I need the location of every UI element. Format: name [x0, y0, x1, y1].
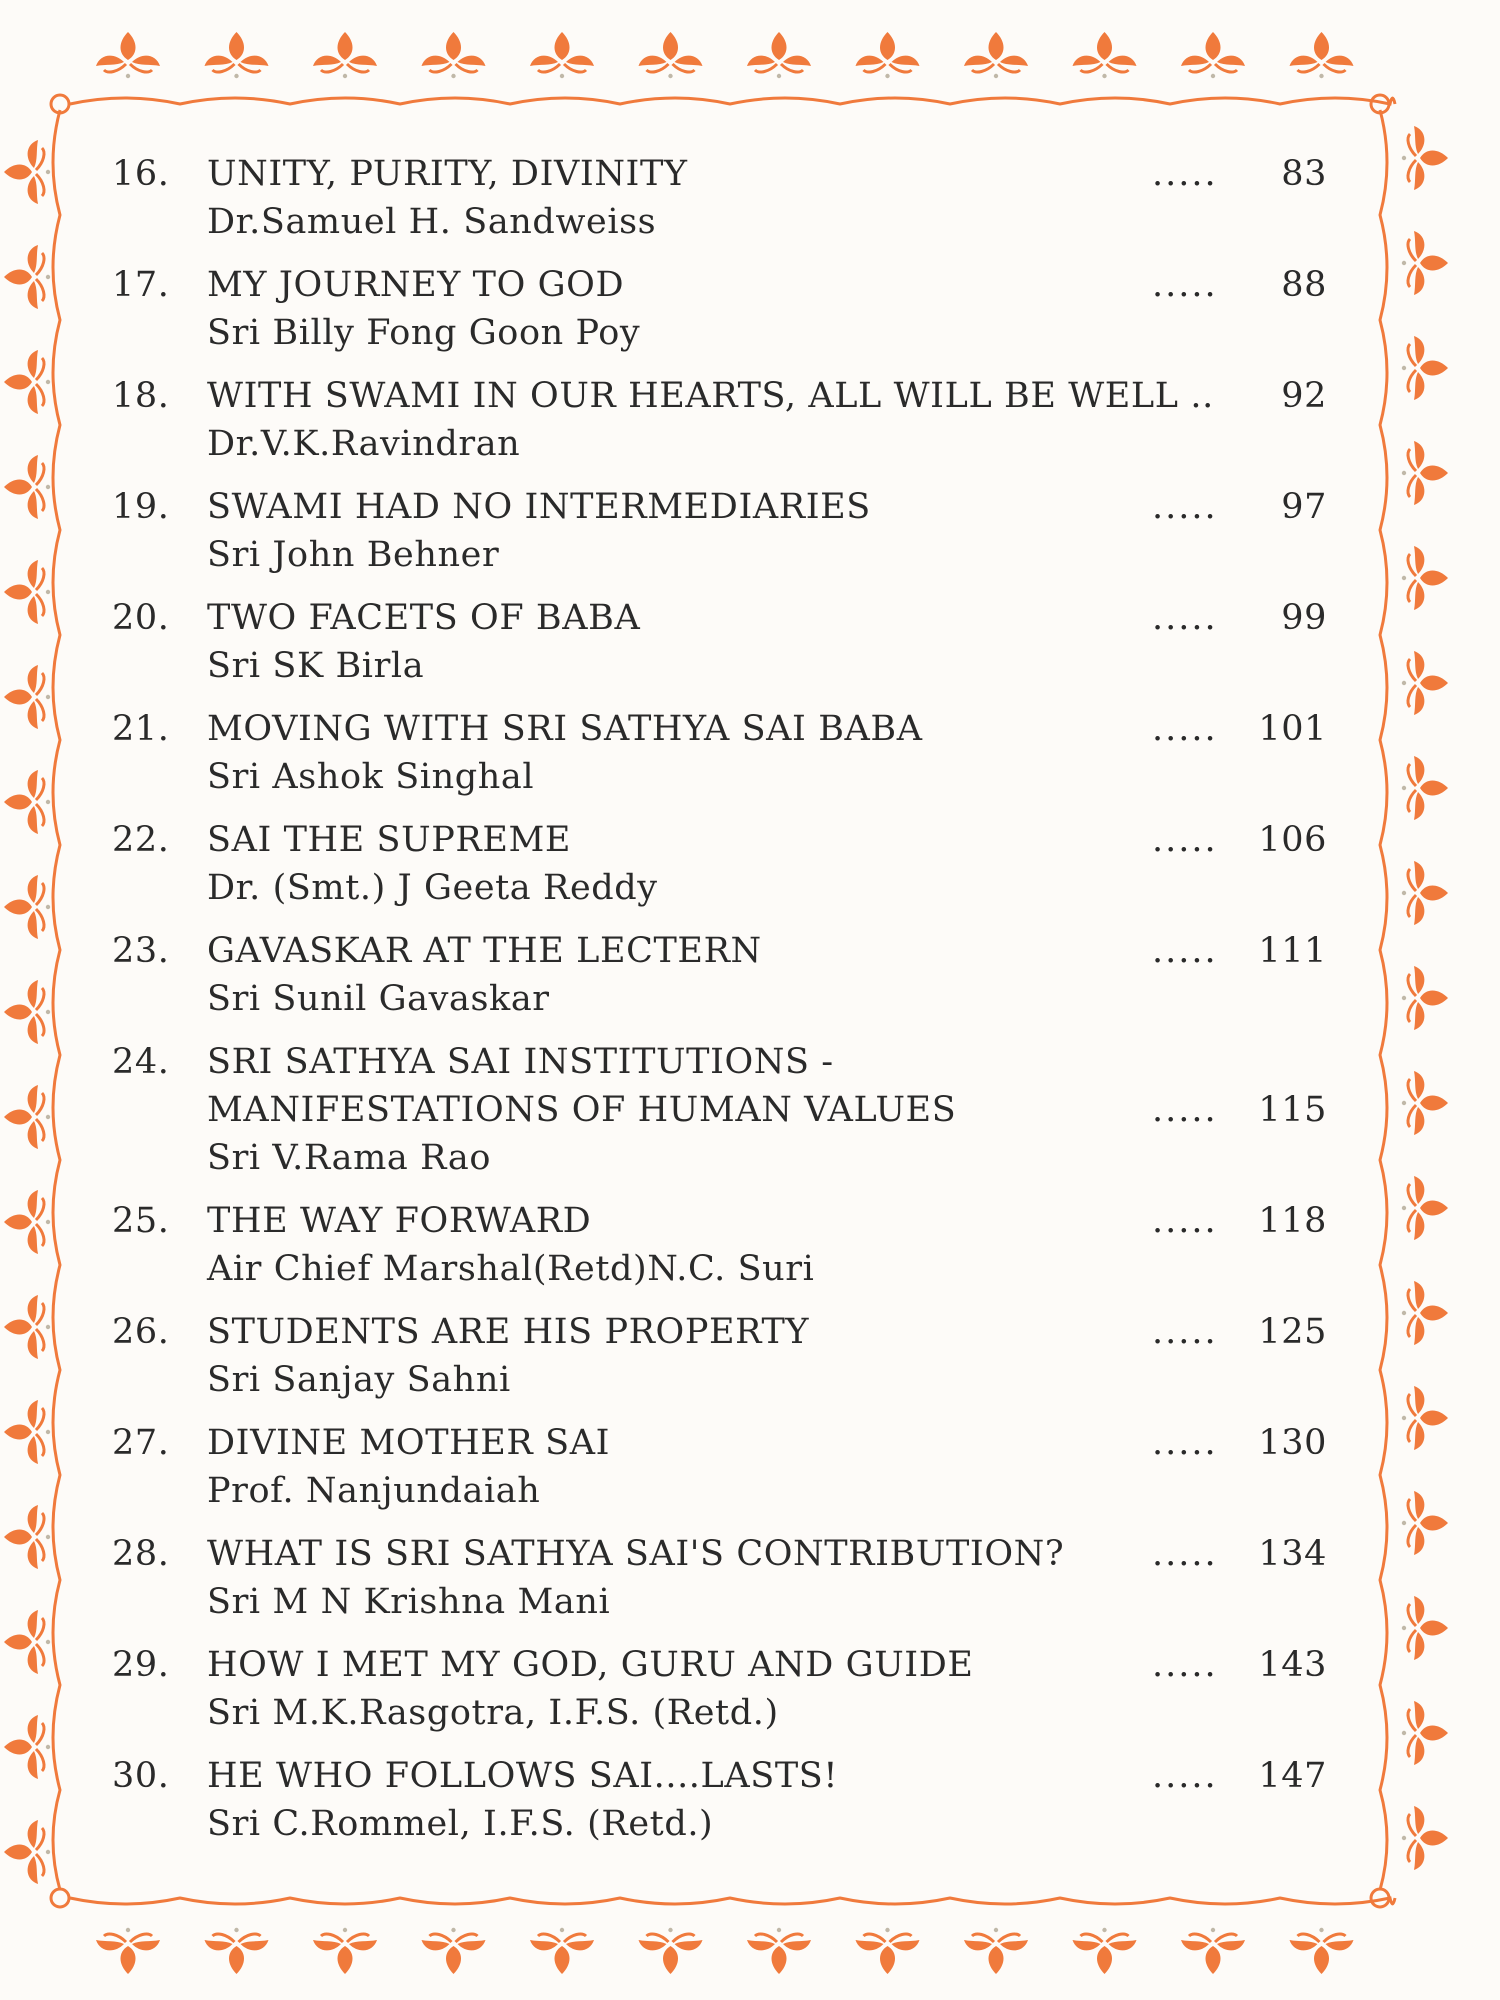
floral-motif — [1402, 1386, 1448, 1450]
page-number: 115 — [1258, 1090, 1327, 1130]
page-number: 83 — [1281, 154, 1327, 194]
floral-motif — [4, 140, 50, 204]
page-number: 143 — [1258, 1645, 1327, 1685]
floral-motif — [1181, 1928, 1245, 1974]
page-number: 111 — [1258, 931, 1327, 971]
entry-title: DIVINE MOTHER SAI — [207, 1423, 610, 1463]
entry-author: Sri Sunil Gavaskar — [207, 979, 550, 1019]
entry-author: Air Chief Marshal(Retd)N.C. Suri — [207, 1249, 815, 1289]
entry-number: 18. — [112, 376, 170, 416]
floral-motif — [856, 32, 920, 78]
entry-title: THE WAY FORWARD — [207, 1201, 592, 1241]
floral-motif — [205, 32, 269, 78]
dot-leader: ..... — [1152, 1201, 1218, 1241]
toc-entry — [112, 927, 1327, 1038]
page-number: 97 — [1281, 487, 1327, 527]
toc-entry — [112, 261, 1327, 372]
floral-motif — [4, 245, 50, 309]
border-line — [53, 110, 60, 1890]
dot-leader: ..... — [1152, 931, 1218, 971]
toc-title-line — [112, 594, 1327, 642]
dot-leader: ..... — [1152, 487, 1218, 527]
toc-entry — [112, 1530, 1327, 1641]
entry-number: 26. — [112, 1312, 170, 1352]
floral-motif — [422, 32, 486, 78]
page-number: 130 — [1258, 1423, 1327, 1463]
entry-number: 30. — [112, 1756, 170, 1796]
entry-title: GAVASKAR AT THE LECTERN — [207, 931, 762, 971]
toc-title-line — [112, 1086, 1327, 1134]
page-number: 134 — [1258, 1534, 1327, 1574]
floral-motif — [1181, 32, 1245, 78]
floral-motif — [4, 1085, 50, 1149]
floral-motif — [1402, 966, 1448, 1030]
dot-leader: ..... — [1152, 1756, 1218, 1796]
toc-title-line — [112, 1038, 1327, 1086]
page-number: 88 — [1281, 265, 1327, 305]
floral-motif — [4, 350, 50, 414]
floral-motif — [422, 1928, 486, 1974]
border-line — [70, 98, 1395, 104]
toc-title-line — [112, 1752, 1327, 1800]
floral-motif — [747, 32, 811, 78]
toc-entry — [112, 705, 1327, 816]
entry-title: HE WHO FOLLOWS SAI....LASTS! — [207, 1756, 839, 1796]
dot-leader: ..... — [1152, 709, 1218, 749]
entry-author: Dr.Samuel H. Sandweiss — [207, 202, 657, 242]
dot-leader: ..... — [1152, 265, 1218, 305]
floral-motif — [1290, 1928, 1354, 1974]
toc-entry — [112, 1197, 1327, 1308]
floral-motif — [964, 1928, 1028, 1974]
dot-leader: ..... — [1152, 820, 1218, 860]
entry-number: 19. — [112, 487, 170, 527]
entry-title: TWO FACETS OF BABA — [207, 598, 641, 638]
entry-author: Sri V.Rama Rao — [207, 1138, 492, 1178]
toc-entry — [112, 1038, 1327, 1197]
floral-motif — [4, 1820, 50, 1884]
dot-leader: ..... — [1152, 598, 1218, 638]
floral-motif — [4, 1295, 50, 1359]
floral-motif — [530, 32, 594, 78]
entry-number: 27. — [112, 1423, 170, 1463]
entry-number: 23. — [112, 931, 170, 971]
floral-motif — [1402, 441, 1448, 505]
floral-motif — [1402, 1701, 1448, 1765]
floral-motif — [1402, 546, 1448, 610]
toc-entry — [112, 1641, 1327, 1752]
toc-entry — [112, 150, 1327, 261]
floral-motif — [4, 665, 50, 729]
floral-motif — [4, 1715, 50, 1779]
floral-motif — [1402, 756, 1448, 820]
entry-title: SAI THE SUPREME — [207, 820, 572, 860]
toc-title-line — [112, 1530, 1327, 1578]
entry-author: Sri C.Rommel, I.F.S. (Retd.) — [207, 1804, 714, 1844]
toc-entry — [112, 594, 1327, 705]
entry-title: STUDENTS ARE HIS PROPERTY — [207, 1312, 810, 1352]
entry-number: 21. — [112, 709, 170, 749]
floral-motif — [964, 32, 1028, 78]
entry-title: SRI SATHYA SAI INSTITUTIONS - — [207, 1042, 834, 1082]
floral-motif — [4, 1190, 50, 1254]
toc-entry — [112, 1419, 1327, 1530]
floral-motif — [4, 1505, 50, 1569]
entry-title: MY JOURNEY TO GOD — [207, 265, 625, 305]
floral-motif — [313, 1928, 377, 1974]
floral-motif — [96, 32, 160, 78]
floral-motif — [1073, 1928, 1137, 1974]
entry-author: Sri M N Krishna Mani — [207, 1582, 611, 1622]
toc-title-line — [112, 1419, 1327, 1467]
floral-motif — [4, 875, 50, 939]
entry-title: MANIFESTATIONS OF HUMAN VALUES — [207, 1090, 957, 1130]
floral-motif — [313, 32, 377, 78]
entry-author: Sri Ashok Singhal — [207, 757, 535, 797]
floral-motif — [1402, 861, 1448, 925]
entry-title: HOW I MET MY GOD, GURU AND GUIDE — [207, 1645, 974, 1685]
floral-motif — [1402, 651, 1448, 715]
floral-motif — [1402, 231, 1448, 295]
floral-motif — [530, 1928, 594, 1974]
page-number: 125 — [1258, 1312, 1327, 1352]
toc-entry — [112, 1308, 1327, 1419]
floral-motif — [856, 1928, 920, 1974]
entry-author: Sri John Behner — [207, 535, 500, 575]
toc-title-line — [112, 1197, 1327, 1245]
toc-entry — [112, 1752, 1327, 1863]
entry-author: Sri Billy Fong Goon Poy — [207, 313, 641, 353]
corner-curl — [51, 1889, 69, 1907]
toc-entry — [112, 816, 1327, 927]
floral-motif — [1402, 336, 1448, 400]
floral-motif — [1402, 1596, 1448, 1660]
entry-number: 29. — [112, 1645, 170, 1685]
toc-title-line — [112, 261, 1327, 309]
toc-entry — [112, 483, 1327, 594]
dot-leader: ..... — [1152, 154, 1218, 194]
floral-motif — [1402, 1281, 1448, 1345]
table-of-contents — [112, 150, 1327, 1863]
toc-title-line — [112, 927, 1327, 975]
floral-motif — [1402, 1176, 1448, 1240]
floral-motif — [1402, 1806, 1448, 1870]
floral-motif — [639, 32, 703, 78]
floral-motif — [1402, 126, 1448, 190]
entry-title: SWAMI HAD NO INTERMEDIARIES — [207, 487, 871, 527]
entry-title: MOVING WITH SRI SATHYA SAI BABA — [207, 709, 923, 749]
toc-title-line — [112, 705, 1327, 753]
page-number: 99 — [1281, 598, 1327, 638]
toc-entry — [112, 372, 1327, 483]
floral-motif — [4, 1610, 50, 1674]
entry-number: 28. — [112, 1534, 170, 1574]
floral-motif — [1073, 32, 1137, 78]
entry-number: 17. — [112, 265, 170, 305]
entry-title: UNITY, PURITY, DIVINITY — [207, 154, 688, 194]
floral-motif — [4, 1400, 50, 1464]
entry-author: Prof. Nanjundaiah — [207, 1471, 541, 1511]
toc-title-line — [112, 372, 1327, 420]
page-number: 92 — [1281, 376, 1327, 416]
floral-motif — [205, 1928, 269, 1974]
floral-motif — [4, 560, 50, 624]
entry-title: WITH SWAMI IN OUR HEARTS, ALL WILL BE WELL .. — [207, 376, 1214, 416]
border-line — [70, 1898, 1395, 1904]
floral-motif — [4, 455, 50, 519]
floral-motif — [96, 1928, 160, 1974]
floral-motif — [4, 770, 50, 834]
floral-motif — [4, 980, 50, 1044]
dot-leader: ..... — [1152, 1645, 1218, 1685]
entry-author: Dr.V.K.Ravindran — [207, 424, 521, 464]
entry-number: 22. — [112, 820, 170, 860]
toc-title-line — [112, 1641, 1327, 1689]
toc-title-line — [112, 816, 1327, 864]
entry-title: WHAT IS SRI SATHYA SAI'S CONTRIBUTION? — [207, 1534, 1065, 1574]
dot-leader: ..... — [1152, 1090, 1218, 1130]
entry-number: 24. — [112, 1042, 170, 1082]
entry-number: 16. — [112, 154, 170, 194]
page-number: 101 — [1258, 709, 1327, 749]
border-line — [1380, 110, 1387, 1890]
floral-motif — [1402, 1491, 1448, 1555]
dot-leader: ..... — [1152, 1312, 1218, 1352]
entry-author: Sri SK Birla — [207, 646, 425, 686]
floral-motif — [747, 1928, 811, 1974]
entry-author: Sri M.K.Rasgotra, I.F.S. (Retd.) — [207, 1693, 779, 1733]
entry-number: 25. — [112, 1201, 170, 1241]
entry-author: Sri Sanjay Sahni — [207, 1360, 511, 1400]
floral-motif — [1290, 32, 1354, 78]
floral-motif — [1402, 1071, 1448, 1135]
floral-motif — [639, 1928, 703, 1974]
page-number: 106 — [1258, 820, 1327, 860]
toc-title-line — [112, 1308, 1327, 1356]
page-number: 118 — [1258, 1201, 1327, 1241]
entry-author: Dr. (Smt.) J Geeta Reddy — [207, 868, 658, 908]
toc-title-line — [112, 150, 1327, 198]
toc-title-line — [112, 483, 1327, 531]
dot-leader: ..... — [1152, 1534, 1218, 1574]
entry-number: 20. — [112, 598, 170, 638]
dot-leader: ..... — [1152, 1423, 1218, 1463]
page-number: 147 — [1258, 1756, 1327, 1796]
